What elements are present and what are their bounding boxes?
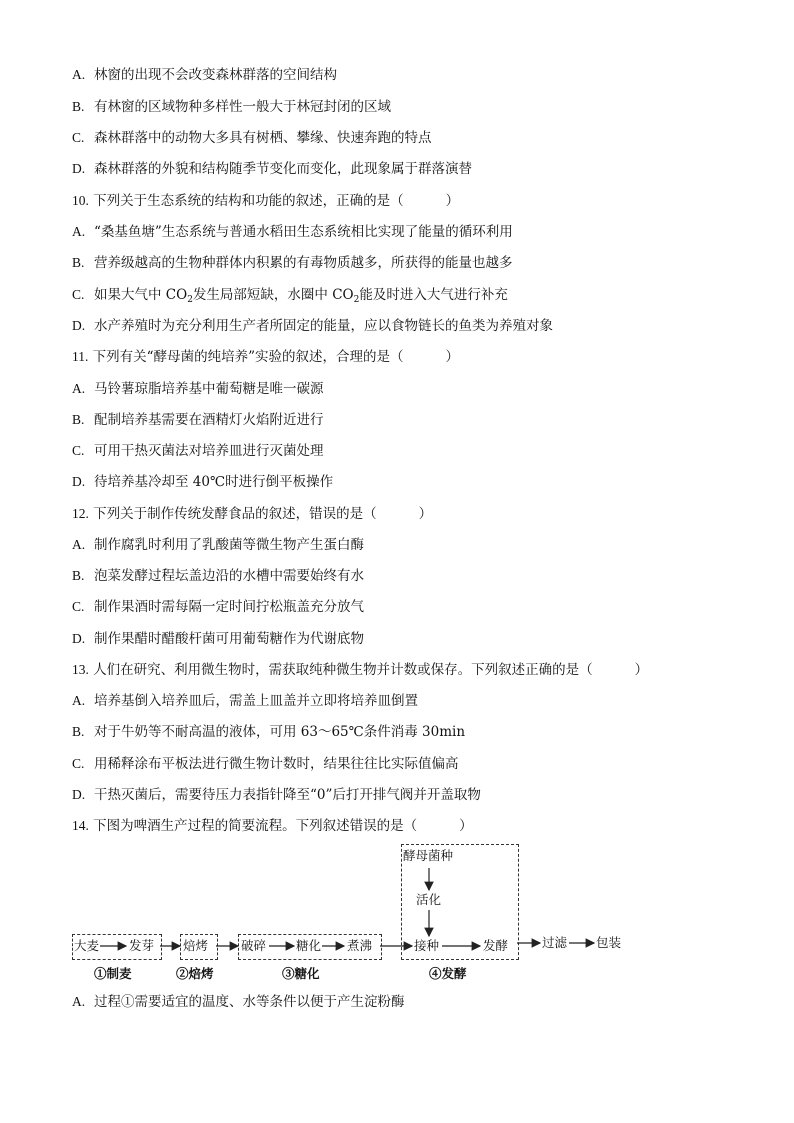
option-text-part: 能及时进入大气进行补充: [359, 287, 508, 303]
option-text: 过程①需要适宜的温度、水等条件以便于产生淀粉酶: [94, 994, 405, 1010]
option-text: 森林群落中的动物大多具有树栖、攀缘、快速奔跑的特点: [94, 130, 432, 146]
option-text: 森林群落的外貌和结构随季节变化而变化，此现象属于群落演替: [94, 161, 472, 177]
option-text: 干热灭菌后，需要待压力表指针降至“0”后打开排气阀并开盖取物: [94, 787, 481, 803]
option-text: 林窗的出现不会改变森林群落的空间结构: [94, 67, 337, 83]
option-text: 水产养殖时为充分利用生产者所固定的能量，应以食物链长的鱼类为养殖对象: [94, 318, 553, 334]
option-12c: [72, 598, 364, 616]
option-text: 配制培养基需要在酒精灯火焰附近进行: [94, 412, 324, 428]
option-text: 用稀释涂布平板法进行微生物计数时，结果往往比实际值偏高: [94, 756, 459, 772]
question-text: 下列关于制作传统发酵食品的叙述，错误的是（: [93, 506, 377, 522]
option-text: 制作腐乳时利用了乳酸菌等微生物产生蛋白酶: [94, 537, 364, 553]
option-13a: [72, 692, 418, 710]
option-9b: [72, 98, 391, 116]
question-number: 13.: [72, 662, 89, 677]
option-13d: [72, 786, 481, 804]
question-14-stem: [72, 817, 473, 835]
option-10b: [72, 254, 513, 272]
option-letter: C.: [72, 756, 85, 771]
option-text: 待培养基冷却至 40℃时进行倒平板操作: [94, 474, 334, 490]
subscript: 2: [187, 295, 193, 305]
node-roast: 焙烤: [183, 938, 209, 953]
option-letter: D.: [72, 161, 86, 176]
option-12d: [72, 630, 364, 648]
option-12b: [72, 567, 364, 585]
option-letter: A.: [72, 693, 86, 708]
stage-label-2: ②焙烤: [176, 966, 214, 981]
question-close-paren: ）: [459, 818, 473, 834]
option-text: 制作果酒时需每隔一定时间拧松瓶盖充分放气: [94, 599, 364, 615]
option-9a: [72, 66, 337, 84]
option-11a: [72, 380, 324, 398]
option-12a: [72, 536, 364, 554]
question-close-paren: ）: [634, 662, 649, 678]
option-11c: [72, 442, 324, 460]
option-text: 可用干热灭菌法对培养皿进行灭菌处理: [94, 443, 324, 459]
stage-label-3: ③糖化: [282, 966, 320, 981]
subscript: 2: [353, 295, 360, 305]
question-12-stem: [72, 505, 432, 523]
node-inoculate: 接种: [414, 938, 440, 953]
option-text: 泡菜发酵过程坛盖边沿的水槽中需要始终有水: [94, 568, 364, 584]
option-text: 对于牛奶等不耐高温的液体，可用 63～65℃条件消毒 30min: [94, 724, 466, 740]
option-letter: A.: [72, 224, 86, 239]
node-package: 包装: [596, 935, 622, 950]
node-ferment: 发酵: [483, 938, 509, 953]
node-crush: 破碎: [241, 938, 267, 953]
option-letter: A.: [72, 994, 86, 1009]
option-text-part: 如果大气中 CO: [94, 287, 188, 303]
option-letter: B.: [72, 568, 85, 583]
option-letter: C.: [72, 130, 85, 145]
question-text: 下列有关“酵母菌的纯培养”实验的叙述，合理的是（: [92, 349, 404, 365]
option-letter: C.: [72, 599, 85, 614]
option-9d: [72, 160, 472, 178]
stage-label-1: ①制麦: [94, 966, 132, 981]
question-number: 14.: [72, 818, 89, 833]
node-boil: 煮沸: [347, 938, 373, 953]
question-close-paren: ）: [418, 506, 433, 522]
question-number: 11.: [72, 349, 89, 364]
option-10d: [72, 317, 553, 335]
option-11b: [72, 411, 324, 429]
option-10c: [72, 286, 508, 309]
option-text: 培养基倒入培养皿后，需盖上皿盖并立即将培养皿倒置: [94, 693, 418, 709]
question-close-paren: ）: [445, 193, 460, 209]
option-text: 营养级越高的生物种群体内积累的有毒物质越多，所获得的能量也越多: [94, 255, 513, 271]
node-saccharify: 糖化: [296, 938, 322, 953]
question-text: 下图为啤酒生产过程的简要流程。下列叙述错误的是（: [93, 818, 418, 834]
flow-arrows: [72, 842, 672, 982]
node-yeast: 酵母菌种: [403, 848, 454, 863]
option-letter: B.: [72, 412, 85, 427]
option-letter: D.: [72, 631, 86, 646]
option-letter: B.: [72, 255, 85, 270]
option-13b: [72, 723, 465, 741]
question-10-stem: [72, 192, 459, 210]
option-letter: D.: [72, 787, 86, 802]
option-13c: [72, 755, 459, 773]
option-letter: C.: [72, 287, 85, 302]
option-text: “桑基鱼塘”生态系统与普通水稻田生态系统相比实现了能量的循环利用: [94, 224, 513, 240]
question-number: 12.: [72, 506, 89, 521]
option-letter: A.: [72, 537, 86, 552]
option-14a: [72, 993, 405, 1011]
option-11d: [72, 473, 333, 491]
option-letter: D.: [72, 318, 86, 333]
option-letter: D.: [72, 474, 86, 489]
stage-label-4: ④发酵: [429, 966, 467, 981]
node-barley: 大麦: [74, 938, 100, 953]
question-11-stem: [72, 348, 459, 366]
option-letter: A.: [72, 381, 86, 396]
node-filter: 过滤: [542, 935, 568, 950]
option-9c: [72, 129, 432, 147]
node-germinate: 发芽: [129, 938, 155, 953]
question-text: 下列关于生态系统的结构和功能的叙述，正确的是（: [93, 193, 404, 209]
option-text: 制作果醋时醋酸杆菌可用葡萄糖作为代谢底物: [94, 631, 364, 647]
option-text-part: 发生局部短缺，水圈中 CO: [192, 287, 354, 303]
option-letter: C.: [72, 443, 85, 458]
node-activate: 活化: [416, 892, 442, 907]
option-letter: B.: [72, 724, 85, 739]
option-letter: B.: [72, 99, 85, 114]
option-letter: A.: [72, 67, 86, 82]
question-13-stem: [72, 661, 648, 679]
question-text: 人们在研究、利用微生物时，需获取纯种微生物并计数或保存。下列叙述正确的是（: [93, 662, 593, 678]
beer-production-flowchart: [72, 842, 672, 982]
option-text: 马铃薯琼脂培养基中葡萄糖是唯一碳源: [94, 381, 324, 397]
option-10a: [72, 223, 513, 241]
option-text: 有林窗的区域物种多样性一般大于林冠封闭的区域: [94, 99, 391, 115]
question-close-paren: ）: [445, 349, 459, 365]
question-number: 10.: [72, 193, 89, 208]
